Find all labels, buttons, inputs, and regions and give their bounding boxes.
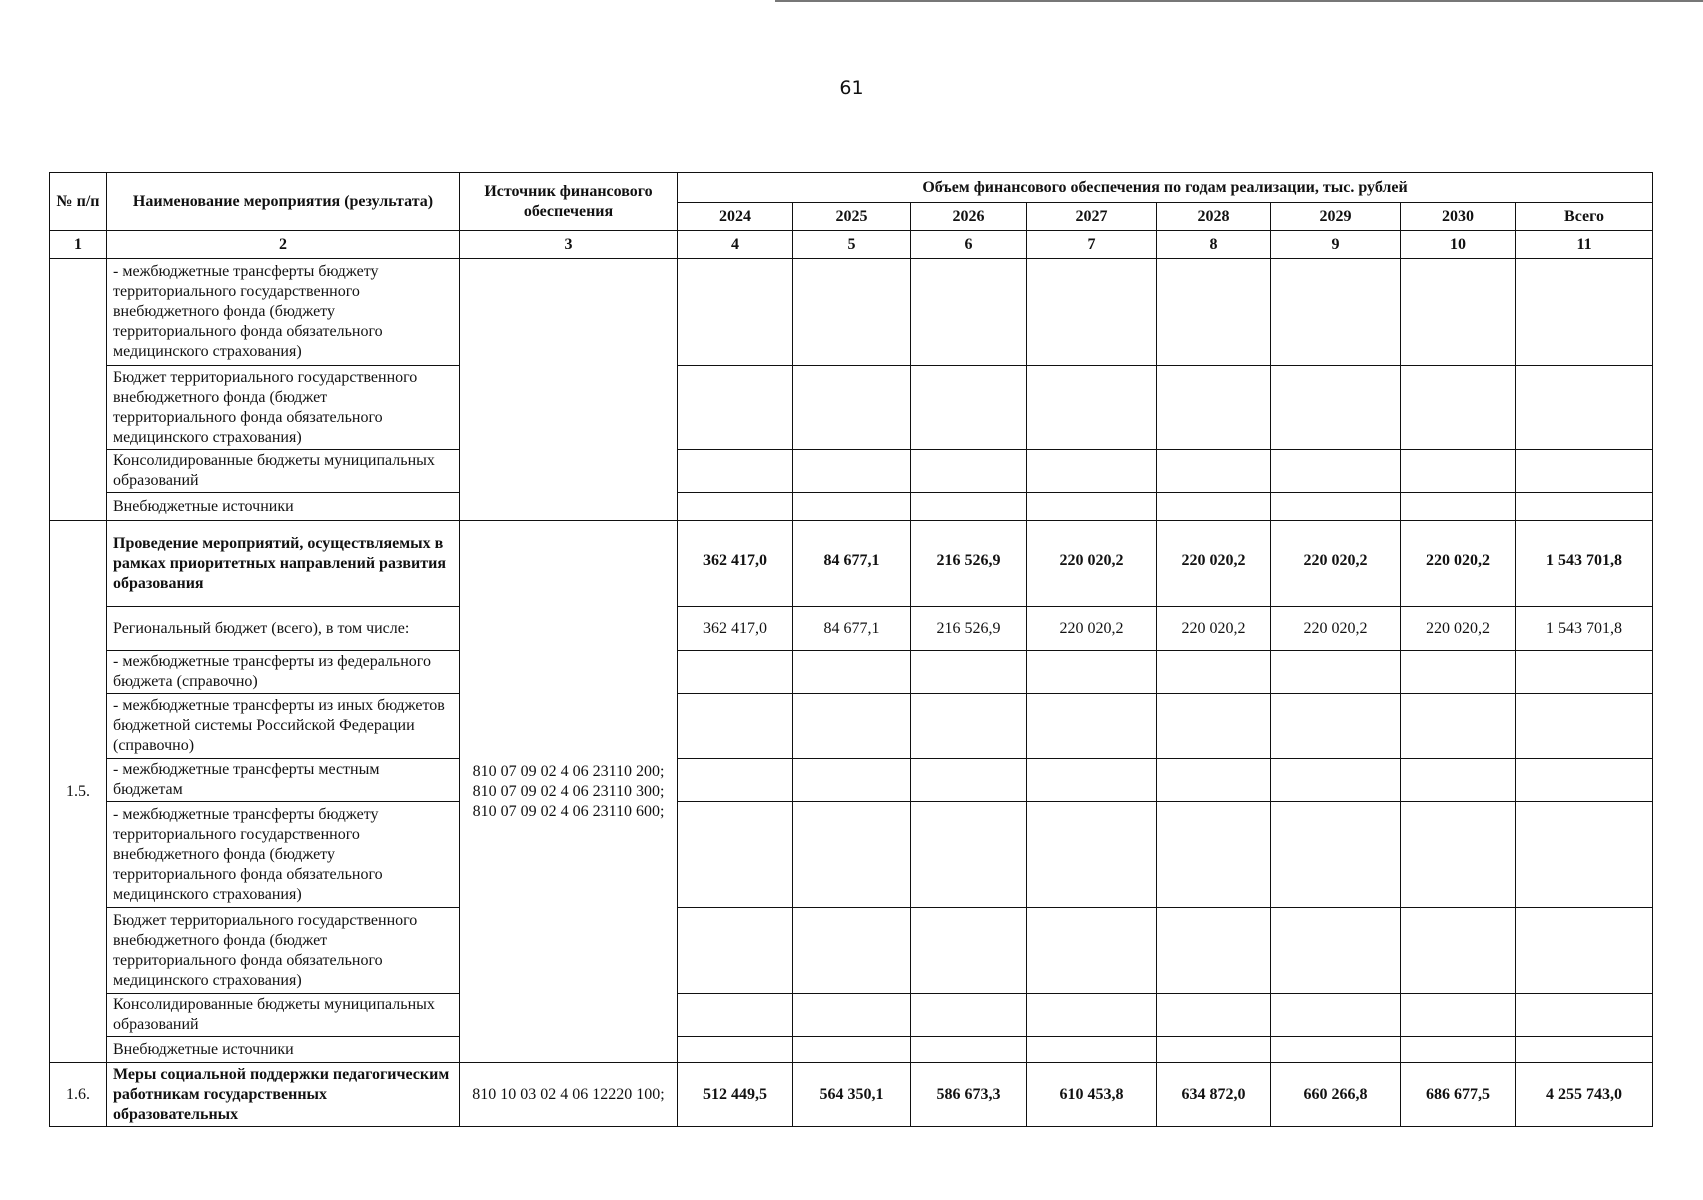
value-cell: 586 673,3	[911, 1063, 1027, 1127]
value-cell: 216 526,9	[911, 607, 1027, 651]
row-name: Внебюджетные источники	[107, 493, 460, 521]
header-year: 2028	[1157, 203, 1271, 231]
row-name: Меры социальной поддержки педагогическим работникам государственных образовательных	[107, 1063, 460, 1127]
column-number: 8	[1157, 231, 1271, 259]
column-number: 4	[678, 231, 793, 259]
row-number-empty	[50, 259, 107, 521]
value-cell: 220 020,2	[1401, 607, 1516, 651]
header-year: 2029	[1271, 203, 1401, 231]
table-row	[50, 493, 1653, 521]
row-name: - межбюджетные трансферты местным бюджетам	[107, 759, 460, 802]
column-number: 1	[50, 231, 107, 259]
header-year: 2024	[678, 203, 793, 231]
row-name: Внебюджетные источники	[107, 1037, 460, 1063]
header-row-1	[50, 173, 1653, 203]
header-year: 2027	[1027, 203, 1157, 231]
financing-table	[49, 172, 1653, 1127]
value-cell: 686 677,5	[1401, 1063, 1516, 1127]
value-cell: 610 453,8	[1027, 1063, 1157, 1127]
value-cell: 4 255 743,0	[1516, 1063, 1653, 1127]
column-number: 6	[911, 231, 1027, 259]
row-name: Бюджет территориального государственного внебюджетного фонда (бюджет территориального фонда обязательного медицинского страхования)	[107, 366, 460, 450]
row-name: Региональный бюджет (всего), в том числе:	[107, 607, 460, 651]
table-row	[50, 366, 1653, 450]
table-row	[50, 1037, 1653, 1063]
row-name: Проведение мероприятий, осуществляемых в рамках приоритетных направлений развития образования	[107, 521, 460, 607]
value-cell: 216 526,9	[911, 521, 1027, 607]
value-cell: 564 350,1	[793, 1063, 911, 1127]
value-cell: 1 543 701,8	[1516, 607, 1653, 651]
value-cell: 220 020,2	[1271, 607, 1401, 651]
value-cell: 220 020,2	[1157, 521, 1271, 607]
column-number: 10	[1401, 231, 1516, 259]
header-year: 2026	[911, 203, 1027, 231]
table-row-item-1-5	[50, 521, 1653, 607]
value-cell: 220 020,2	[1401, 521, 1516, 607]
value-cell: 512 449,5	[678, 1063, 793, 1127]
table-row	[50, 450, 1653, 493]
row-name: - межбюджетные трансферты из иных бюджетов бюджетной системы Российской Федерации (справочно)	[107, 694, 460, 759]
value-cell: 362 417,0	[678, 607, 793, 651]
column-number: 7	[1027, 231, 1157, 259]
page-number: 61	[839, 77, 864, 99]
table-row	[50, 802, 1653, 908]
row-number: 1.5.	[50, 521, 107, 1063]
row-name: Бюджет территориального государственного внебюджетного фонда (бюджет территориального фонда обязательного медицинского страхования)	[107, 908, 460, 994]
value-cell: 1 543 701,8	[1516, 521, 1653, 607]
table-row	[50, 908, 1653, 994]
column-number: 9	[1271, 231, 1401, 259]
value-cell: 84 677,1	[793, 521, 911, 607]
value-cell: 634 872,0	[1157, 1063, 1271, 1127]
column-number: 3	[460, 231, 678, 259]
row-name: - межбюджетные трансферты бюджету территориального государственного внебюджетного фонда (бюджету территориального фонда обязательного медицинского страхования)	[107, 802, 460, 908]
table-row	[50, 759, 1653, 802]
column-number: 11	[1516, 231, 1653, 259]
header-volume: Объем финансового обеспечения по годам реализации, тыс. рублей	[678, 173, 1653, 203]
header-total: Всего	[1516, 203, 1653, 231]
header-num: № п/п	[50, 173, 107, 231]
value-cell: 220 020,2	[1027, 521, 1157, 607]
source-cell: 810 10 03 02 4 06 12220 100;	[460, 1063, 678, 1127]
row-number: 1.6.	[50, 1063, 107, 1127]
table-row	[50, 694, 1653, 759]
table-row	[50, 994, 1653, 1037]
header-year: 2025	[793, 203, 911, 231]
column-number: 2	[107, 231, 460, 259]
value-cell: 362 417,0	[678, 521, 793, 607]
row-name: - межбюджетные трансферты бюджету территориального государственного внебюджетного фонда (бюджету территориального фонда обязательного медицинского страхования)	[107, 259, 460, 366]
row-name: Консолидированные бюджеты муниципальных образований	[107, 994, 460, 1037]
value-cell: 220 020,2	[1027, 607, 1157, 651]
source-cell: 810 07 09 02 4 06 23110 200; 810 07 09 02 4 06 23110 300; 810 07 09 02 4 06 23110 600;	[460, 521, 678, 1063]
source-cell-empty	[460, 259, 678, 521]
value-cell: 84 677,1	[793, 607, 911, 651]
top-rule	[775, 0, 1703, 2]
header-name: Наименование мероприятия (результата)	[107, 173, 460, 231]
table-row	[50, 607, 1653, 651]
value-cell: 660 266,8	[1271, 1063, 1401, 1127]
table-row	[50, 651, 1653, 694]
column-number: 5	[793, 231, 911, 259]
header-source: Источник финансового обеспечения	[460, 173, 678, 231]
row-name: Консолидированные бюджеты муниципальных образований	[107, 450, 460, 493]
value-cell: 220 020,2	[1157, 607, 1271, 651]
header-year: 2030	[1401, 203, 1516, 231]
table-row-item-1-6	[50, 1063, 1653, 1127]
column-numbers-row	[50, 231, 1653, 259]
value-cell: 220 020,2	[1271, 521, 1401, 607]
row-name: - межбюджетные трансферты из федерального бюджета (справочно)	[107, 651, 460, 694]
table-row	[50, 259, 1653, 366]
